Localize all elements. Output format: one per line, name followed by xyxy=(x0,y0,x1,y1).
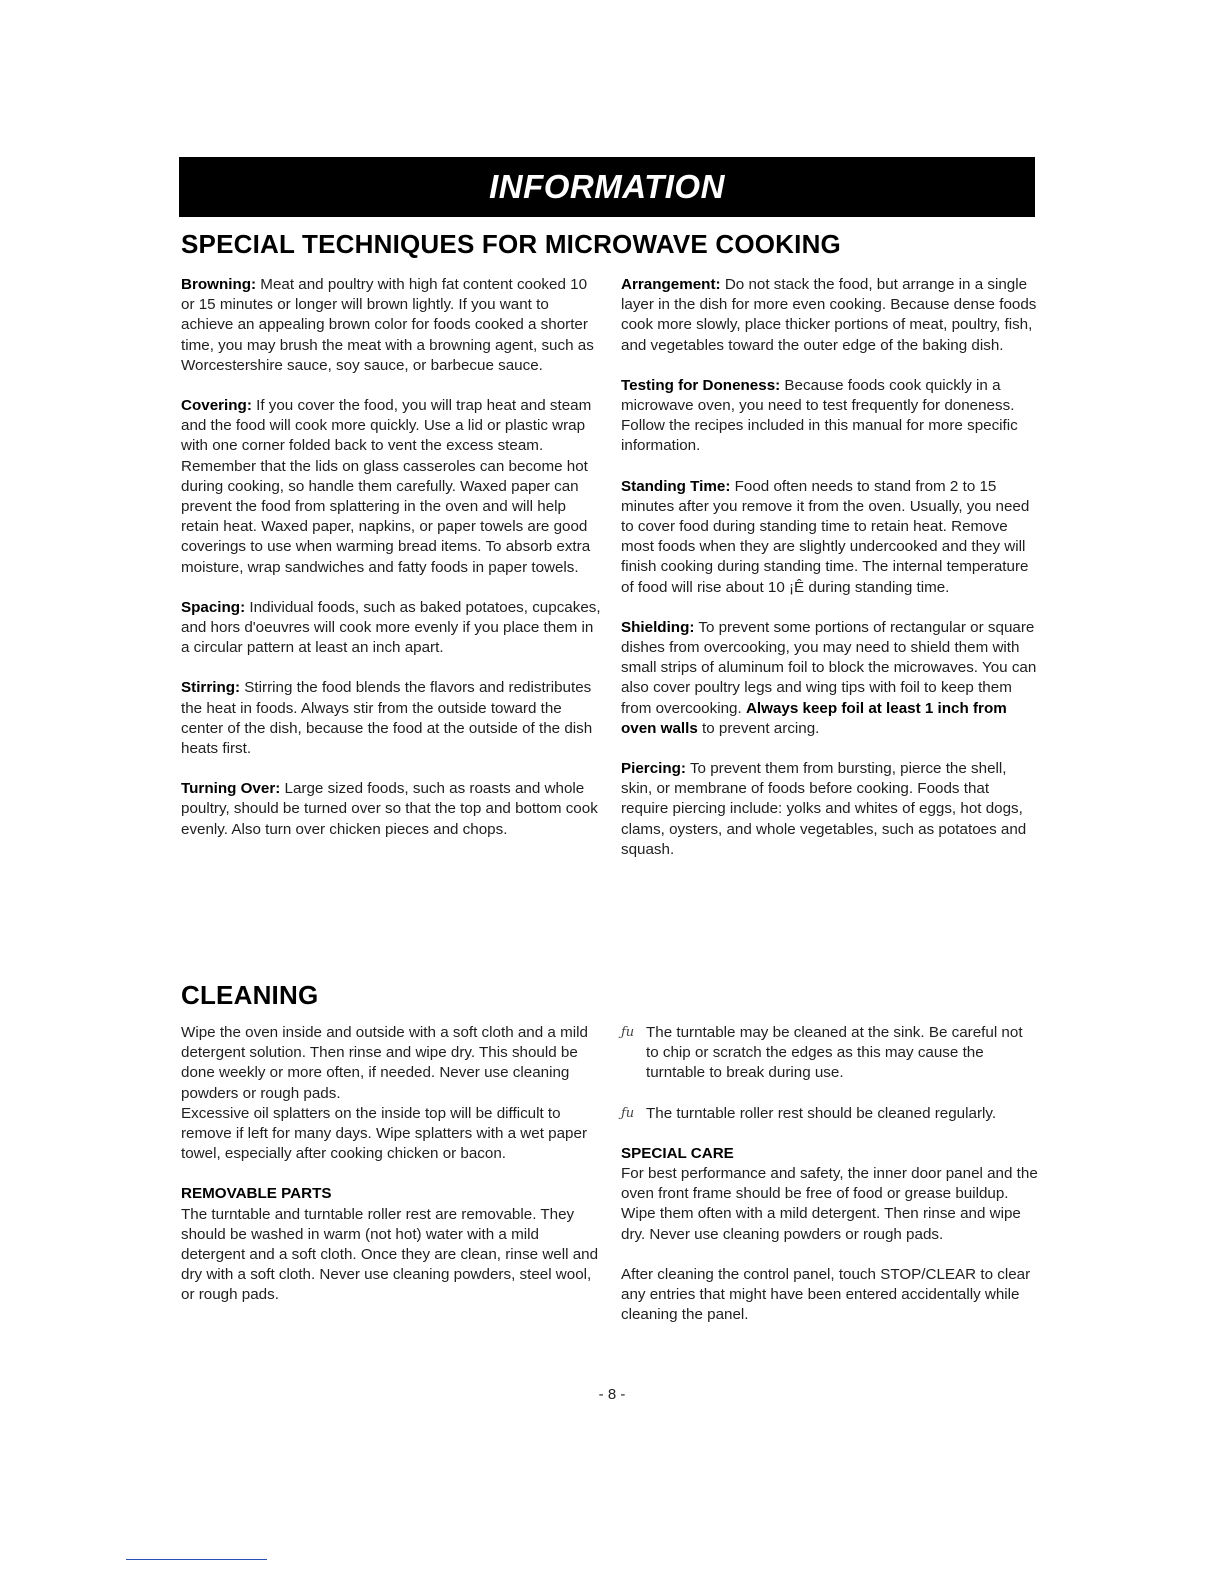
bullet-turntable xyxy=(621,1023,1039,1084)
shielding-paragraph xyxy=(621,618,1039,739)
bullet-roller-rest-text: The turntable roller rest should be cleaned regularly. xyxy=(646,1104,997,1122)
banner-title: INFORMATION xyxy=(489,168,725,205)
piercing-text: To prevent them from bursting, pierce the shell, skin, or membrane of foods before cooking. Foods that require piercing include: yolks and whites of eggs, hot dogs, clams, oysters, and whole vegetables, such as potatoes and squash. xyxy=(621,760,1027,858)
testing-text: Because foods cook quickly in a microwave oven, you need to test frequently for doneness. Follow the recipes included in this manual for more specific information. xyxy=(621,376,1018,455)
bullet-marker: ƒu xyxy=(621,1025,635,1040)
shielding-warning: Always keep foil at least 1 inch from oven walls xyxy=(621,699,1007,737)
spacing-label: Spacing: xyxy=(181,598,246,616)
special-care-heading: SPECIAL CARE xyxy=(621,1144,734,1162)
cleaning-intro-2: Excessive oil splatters on the inside top will be difficult to remove if left for many days. Wipe splatters with a wet paper towel, especially after cooking chicken or bacon. xyxy=(181,1104,588,1163)
spacing-text: Individual foods, such as baked potatoes, cupcakes, and hors d'oeuvres will cook more evenly if you place them in a circular pattern at least an inch apart. xyxy=(181,598,601,657)
page-number: - 8 - xyxy=(598,1386,626,1403)
covering-paragraph xyxy=(181,396,601,578)
control-panel-text: After cleaning the control panel, touch STOP/CLEAR to clear any entries that might have been entered accidentally while cleaning the panel. xyxy=(621,1265,1031,1324)
turning-label: Turning Over: xyxy=(181,780,281,798)
cleaning-left-column xyxy=(181,1023,601,1306)
piercing-paragraph xyxy=(621,759,1039,860)
techniques-right-column xyxy=(621,275,1039,860)
techniques-left-column xyxy=(181,275,601,840)
cleaning-right-column xyxy=(621,1023,1039,1325)
piercing-label: Piercing: xyxy=(621,760,686,778)
cleaning-heading: CLEANING xyxy=(181,980,319,1010)
browning-paragraph xyxy=(181,275,601,376)
arrangement-paragraph xyxy=(621,275,1039,356)
footer-rule xyxy=(126,1559,267,1560)
standing-label: Standing Time: xyxy=(621,477,731,495)
special-care-text: For best performance and safety, the inner door panel and the oven front frame should be free of food or grease buildup. Wipe them often with a mild detergent. Then rinse and wipe dry. Never use cleaning powders or rough pads. xyxy=(621,1165,1038,1243)
stirring-text: Stirring the food blends the flavors and redistributes the heat in foods. Always stir from the outside toward the center of the dish, because the food at the outside of the dish heats first. xyxy=(181,679,593,758)
shielding-tail: to prevent arcing. xyxy=(697,719,820,737)
cleaning-intro-1: Wipe the oven inside and outside with a soft cloth and a mild detergent solution. Then rinse and wipe dry. This should be done weekly or more often, if needed. Never use cleaning powders or rough pads. xyxy=(181,1024,588,1102)
bullet-turntable-text: The turntable may be cleaned at the sink. Be careful not to chip or scratch the edges as this may cause the turntable to break during use. xyxy=(646,1024,1023,1082)
standing-paragraph xyxy=(621,477,1039,598)
testing-paragraph xyxy=(621,376,1039,457)
browning-text: Meat and poultry with high fat content cooked 10 or 15 minutes or longer will brown lightly. If you want to achieve an appealing brown color for foods cooked a shorter time, you may brush the meat with a browning agent, such as Worcestershire sauce, soy sauce, or barbecue sauce. xyxy=(181,276,594,374)
arrangement-text: Do not stack the food, but arrange in a single layer in the dish for more even cooking. Because dense foods cook more slowly, place thicker portions of meat, poultry, fish, and vegetables toward the outer edge of the baking dish. xyxy=(621,276,1037,354)
bullet-marker: ƒu xyxy=(621,1105,635,1121)
standing-text: Food often needs to stand from 2 to 15 minutes after you remove it from the oven. Usually, you need to cover food during standing time to retain heat. Remove most foods when they are slightly undercooked and they will finish cooking during standing time. The internal temperature of food will rise about 10 ¡Ê during standing time. xyxy=(621,477,1030,596)
stirring-paragraph xyxy=(181,678,601,759)
shielding-label: Shielding: xyxy=(621,618,695,636)
covering-text: If you cover the food, you will trap heat and steam and the food will cook more quickly. Use a lid or plastic wrap with one corner folded back to vent the excess steam. Remember that the lids on glass casseroles can become hot during cooking, so handle them carefully. Waxed paper can prevent the food from splattering in the oven and will help retain heat. Waxed paper, napkins, or paper towels are good coverings to use when warming bread items. To absorb extra moisture, wrap sandwiches and fatty foods in paper towels. xyxy=(181,397,592,576)
shielding-text: To prevent some portions of rectangular or square dishes from overcooking, you may need to shield them with small strips of aluminum foil to block the microwaves. You can also cover poultry legs and wing tips with foil to keep them from overcooking. xyxy=(621,618,1037,717)
removable-parts-heading: REMOVABLE PARTS xyxy=(181,1185,332,1203)
bullet-roller-rest xyxy=(621,1104,1039,1124)
turning-paragraph xyxy=(181,779,601,840)
covering-label: Covering: xyxy=(181,397,252,415)
browning-label: Browning: xyxy=(181,276,257,293)
information-banner xyxy=(179,157,1035,217)
arrangement-label: Arrangement: xyxy=(621,276,721,293)
spacing-paragraph xyxy=(181,598,601,659)
techniques-heading: SPECIAL TECHNIQUES FOR MICROWAVE COOKING xyxy=(181,229,841,259)
testing-label: Testing for Doneness: xyxy=(621,376,781,394)
removable-parts-text: The turntable and turntable roller rest are removable. They should be washed in warm (not hot) water with a mild detergent and a soft cloth. Once they are clean, rinse well and dry with a soft cloth. Never use cleaning powders, steel wool, or rough pads. xyxy=(181,1205,599,1304)
turning-text: Large sized foods, such as roasts and whole poultry, should be turned over so that the top and bottom cook evenly. Also turn over chicken pieces and chops. xyxy=(181,780,598,838)
stirring-label: Stirring: xyxy=(181,679,241,697)
